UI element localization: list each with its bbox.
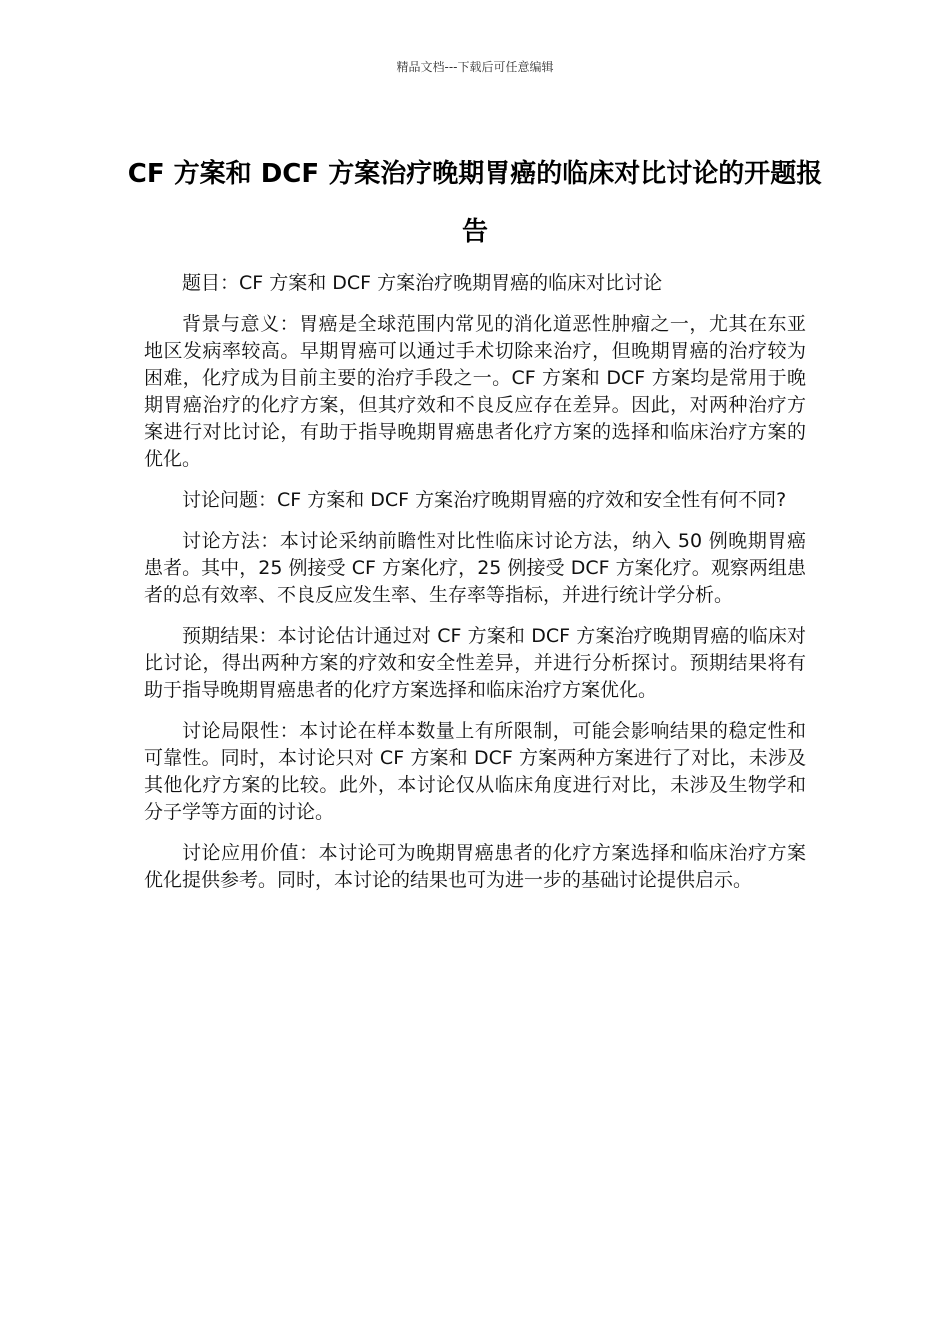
paragraph-topic: 题目：CF 方案和 DCF 方案治疗晚期胃癌的临床对比讨论: [182, 272, 663, 294]
document-body: [144, 270, 806, 908]
paragraph-expected-results: 预期结果：本讨论估计通过对 CF 方案和 DCF 方案治疗晚期胃癌的临床对比讨论，得出两种方案的疗效和安全性差异，并进行分析探讨。预期结果将有助于指导晚期胃癌患者的化疗方案选择和临床治疗方案优化。: [144, 625, 806, 701]
paragraph-background: 背景与意义：胃癌是全球范围内常见的消化道恶性肿瘤之一，尤其在东亚地区发病率较高。早期胃癌可以通过手术切除来治疗，但晚期胃癌的治疗较为困难，化疗成为目前主要的治疗手段之一。CF 方案和 DCF 方案均是常用于晚期胃癌治疗的化疗方案，但其疗效和不良反应存在差异。因此，对两种治疗方案进行对比讨论，有助于指导晚期胃癌患者化疗方案的选择和临床治疗方案的优化。: [144, 313, 806, 470]
header-note: 精品文档---下载后可任意编辑: [396, 60, 554, 74]
paragraph-limitations: 讨论局限性：本讨论在样本数量上有所限制，可能会影响结果的稳定性和可靠性。同时，本讨论只对 CF 方案和 DCF 方案两种方案进行了对比，未涉及其他化疗方案的比较。此外，本讨论仅从临床角度进行对比，未涉及生物学和分子学等方面的讨论。: [144, 720, 806, 823]
paragraph-method: 讨论方法：本讨论采纳前瞻性对比性临床讨论方法，纳入 50 例晚期胃癌患者。其中，25 例接受 CF 方案化疗，25 例接受 DCF 方案化疗。观察两组患者的总有效率、不良反应发生率、生存率等指标，并进行统计学分析。: [144, 530, 806, 606]
document-title: CF 方案和 DCF 方案治疗晚期胃癌的临床对比讨论的开题报告: [127, 159, 823, 248]
paragraph-application-value: 讨论应用价值：本讨论可为晚期胃癌患者的化疗方案选择和临床治疗方案优化提供参考。同时，本讨论的结果也可为进一步的基础讨论提供启示。: [144, 842, 806, 891]
paragraph-question: 讨论问题：CF 方案和 DCF 方案治疗晚期胃癌的疗效和安全性有何不同?: [182, 489, 787, 511]
